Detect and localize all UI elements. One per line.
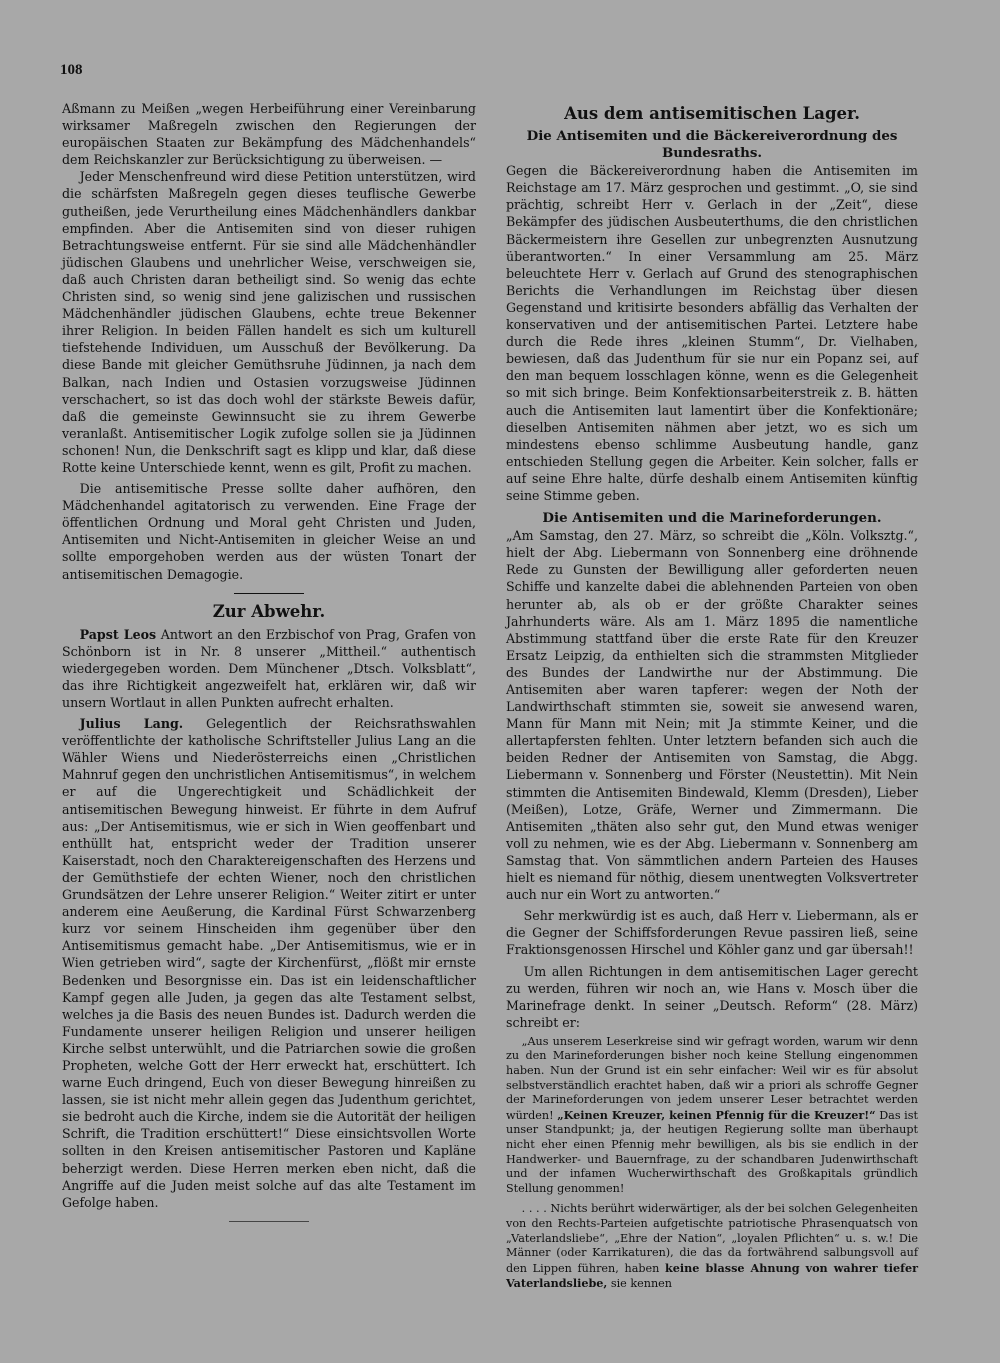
left-column	[62, 100, 476, 1230]
subsection-title: Die Antisemiten und die Marineforderungen.	[542, 510, 882, 527]
article-paragraph	[62, 626, 476, 711]
right-column	[506, 100, 918, 1292]
article-text: Antwort an den Erzbischof von Prag, Grafen von Schönborn ist in Nr. 8 unserer „Mittheil.“ authentisch wiedergegeben worden. Dem Münchener „Dtsch. Volksblatt“, das ihre Richtigkeit angezweifelt hat, erklären wir, daß wir unsern Wortlaut in allen Punkten aufrecht erhalten.	[62, 626, 476, 710]
paragraph: Sehr merkwürdig ist es auch, daß Herr v. Liebermann, als er die Gegner der Schiffsforderungen Revue passiren ließ, seine Fraktionsgenossen Hirschel und Köhler ganz und gar übersah!!	[506, 908, 918, 958]
article-text: Gelegentlich der Reichsrathswahlen veröffentlichte der katholische Schriftsteller Julius Lang an die Wähler Wiens und Niederösterreichs einen „Christlichen Mahnruf gegen den unchristlichen Antisemitismus“, in welchem er auf die Ungerechtigkeit und Schädlichkeit der antisemitischen Bewegung hinweist. Er führte in dem Aufruf aus: „Der Antisemitismus, wie er sich in Wien geoffenbart und enthüllt hat, entspricht weder der Tradition unserer Kaiserstadt, noch den Charaktereigenschaften des Herzens und der Gemüthstiefe der echten Wiener, noch den christlichen Grundsätzen der Lehre unserer Religion.“ Weiter zitirt er unter anderem eine Aeußerung, die Kardinal Fürst Schwarzenberg kurz vor seinem Hinscheiden ihm gegenüber über den Antisemitismus gemacht habe. „Der Antisemitismus, wie er in Wien getrieben wird“, sagte der Kirchenfürst, „flößt mir ernste Bedenken und Besorgnisse ein. Das ist ein leidenschaftlicher Kampf gegen alle Juden, ja gegen das alte Testament selbst, welches ja die Basis des neuen Bundes ist. Dadurch werden die Fundamente unserer heiligen Religion und unserer heiligen Kirche selbst unterwühlt, und die Patriarchen sowie die großen Propheten, welche Gott der Herr erweckt hat, erschüttert. Ich warne Euch dringend, Euch von dieser Bewegung hinreißen zu lassen, sie ist nicht mehr allein gegen das Judenthum gerichtet, sie bedroht auch die Kirche, indem sie die Autorität der heiligen Schrift, die Tradition erschüttert!“ Diese einsichtsvollen Worte sollten in den Kreisen antisemitischer Pastoren und Kapläne beherzigt werden. Diese Herren merken eben nicht, daß die Angriffe auf die Juden meist solche auf das alte Testament im Gefolge haben.	[62, 716, 476, 1210]
page-number: 108	[60, 62, 83, 78]
quote-paragraph	[506, 1035, 918, 1197]
paragraph: Um allen Richtungen in dem antisemitischen Lager gerecht zu werden, führen wir noch an, wie Hans v. Mosch über die Marinefrage denkt. In seiner „Deutsch. Reform“ (28. März) schreibt er:	[506, 963, 918, 1030]
section-heading-lager: Aus dem antisemitischen Lager.	[564, 104, 860, 123]
quote-text: sie kennen	[607, 1277, 672, 1291]
quote-emphasis: keine blasse Ahnung von wahrer tiefer Vaterlandsliebe,	[506, 1260, 919, 1291]
paragraph: Jeder Menschenfreund wird diese Petition unterstützen, wird die schärfsten Maßregeln gegen dieses teuflische Gewerbe gutheißen, jede Verurtheilung eines Mädchenhändlers dankbar empfinden. Aber die Antisemiten sind von dieser ruhigen Betrachtungsweise entfernt. Für sie sind alle Mädchenhändler jüdischen Glaubens und unehrlicher Weise, verschweigen sie, daß auch Christen daran betheiligt sind. So wenig das echte Christen sind, so wenig sind jene galizischen und russischen Mädchenhändler jüdischen Glaubens, echte treue Bekenner ihrer Religion. In beiden Fällen handelt es sich um kulturell tiefstehende Individuen, um Ausschuß der Bevölkerung. Da diese Bande mit gleicher Gemüthsruhe Jüdinnen, ja nach dem Balkan, nach Indien und Ostasien vorzugsweise Jüdinnen verschachert, so ist das doch wohl der stärkste Beweis dafür, daß die gemeinste Gewinnsucht sie zu ihrem Gewerbe veranlaßt. Antisemitischer Logik zufolge sollen sie ja Jüdinnen schonen! Nun, die Denkschrift sagt es klipp und klar, daß diese Rotte keine Unterschiede kennt, wenn es gilt, Profit zu machen.	[62, 169, 476, 475]
section-divider	[234, 593, 304, 594]
subsection-title: Die Antisemiten und die Bäckereiverordnung des Bundesraths.	[526, 128, 898, 162]
paragraph: Die antisemitische Presse sollte daher aufhören, den Mädchenhandel agitatorisch zu verwenden. Eine Frage der öffentlichen Ordnung und Moral geht Christen und Juden, Antisemiten und Nicht-Antisemiten in gleicher Weise an und sollte emporgehoben werden aus der wüsten Tonart der antisemitischen Demagogie.	[62, 481, 476, 582]
quote-paragraph	[506, 1202, 918, 1292]
quote-text: . . . . Nichts berührt widerwärtiger, als der bei solchen Gelegenheiten von den Rechts-Parteien aufgetischte patriotische Phrasenquatsch von „Vaterlandsliebe“, „Ehre der Nation“, „loyalen Pflichten“ u. s. w.! Die Männer (oder Karrikaturen), die das da fortwährend salbungsvoll auf den Lippen führen, haben	[506, 1202, 918, 1275]
end-divider	[229, 1221, 309, 1222]
article-lead: Papst Leos	[79, 626, 157, 642]
paragraph: „Am Samstag, den 27. März, so schreibt die „Köln. Volksztg.“, hielt der Abg. Liebermann von Sonnenberg eine dröhnende Rede zu Gunsten der Bewilligung aller geforderten neuen Schiffe und kanzelte dabei die ablehnenden Parteien von oben herunter ab, als ob er der größte Charakter seines Jahrhunderts wäre. Als am 1. März 1895 die namentliche Abstimmung stattfand über die erste Rate für den Kreuzer Ersatz Leipzig, da enthielten sich die strammsten Mitglieder des Bundes der Landwirthe nur der Abstimmung. Die Antisemiten aber waren tapferer: wegen der Noth der Landwirthschaft stimmten sie, soweit sie anwesend waren, Mann für Mann mit Nein; mit Ja stimmte Keiner, und die allertapfersten fehlten. Unter letztern befanden sich auch die beiden Redner der Antisemiten von Samstag, die Abgg. Liebermann v. Sonnenberg und Förster (Neustettin). Mit Nein stimmten die Antisemiten Bindewald, Klemm (Dresden), Lieber (Meißen), Lotze, Gräfe, Werner und Zimmermann. Die Antisemiten „thäten also sehr gut, den Mund etwas weniger voll zu nehmen, wie es der Abg. Liebermann v. Sonnenberg am Samstag that. Von sämmtlichen andern Parteien des Hauses hielt es niemand für nöthig, diesem unentwegten Volksvertreter auch nur ein Wort zu antworten.“	[506, 528, 918, 903]
article-lead: Julius Lang.	[79, 716, 184, 732]
quotation	[506, 1035, 918, 1292]
quote-text: Das ist unser Standpunkt; ja, der heutigen Regierung sollte man überhaupt nicht eher einen Pfennig mehr bewilligen, als bis sie endlich in der Handwerker- und Bauernfrage, zu der schandbaren Judenwirthschaft und der infamen Wucherwirthschaft des Großkapitals gründlich Stellung genommen!	[506, 1108, 918, 1195]
quote-emphasis: „Keinen Kreuzer, keinen Pfennig für die Kreuzer!“	[557, 1107, 876, 1122]
paragraph: Aßmann zu Meißen „wegen Herbeiführung einer Vereinbarung wirksamer Maßregeln zwischen den Regierungen der europäischen Staaten zur Bekämpfung des Mädchenhandels“ dem Reichskanzler zur Berücksichtigung zu überweisen. —	[62, 101, 476, 168]
paragraph: Gegen die Bäckereiverordnung haben die Antisemiten im Reichstage am 17. März gesprochen und gestimmt. „O, sie sind prächtig, schreibt Herr v. Gerlach in der „Zeit“, diese Bekämpfer des jüdischen Ausbeuterthums, die den christlichen Bäckermeistern ihre Gesellen zur unbegrenzten Ausnutzung überantworten.“ In einer Versammlung am 25. März beleuchtete Herr v. Gerlach auf Grund des stenographischen Berichts die Verhandlungen im Reichstag über diesen Gegenstand und kritisirte besonders abfällig das Verhalten der konservativen und der antisemitischen Partei. Letztere habe durch die Rede ihres „kleinen Stumm“, Dr. Vielhaben, bewiesen, daß das Judenthum für sie nur ein Popanz sei, auf den man bequem losschlagen könne, wenn es die Gelegenheit so mit sich bringe. Beim Konfektionsarbeiterstreik z. B. hätten auch die Antisemiten laut lamentirt über die Konfektionäre; dieselben Antisemiten nähmen aber jetzt, wo es sich um mindestens ebenso schlimme Ausbeutung handle, ganz entschieden Stellung gegen die Arbeiter. Kein solcher, falls er auf seine Ehre halte, dürfe deshalb einem Antisemiten künftig seine Stimme geben.	[506, 163, 918, 503]
article-paragraph	[62, 715, 476, 1211]
section-heading-abwehr: Zur Abwehr.	[212, 601, 326, 621]
quote-text: „Aus unserem Leserkreise sind wir gefragt worden, warum wir denn zu den Marineforderungen bisher noch keine Stellung eingenommen haben. Nun der Grund ist ein sehr einfacher: Weil wir es für absolut selbstverständlich erachtet haben, daß wir a priori als schroffe Gegner der Marineforderungen von jedem unserer Leser betrachtet werden würden!	[506, 1034, 918, 1122]
